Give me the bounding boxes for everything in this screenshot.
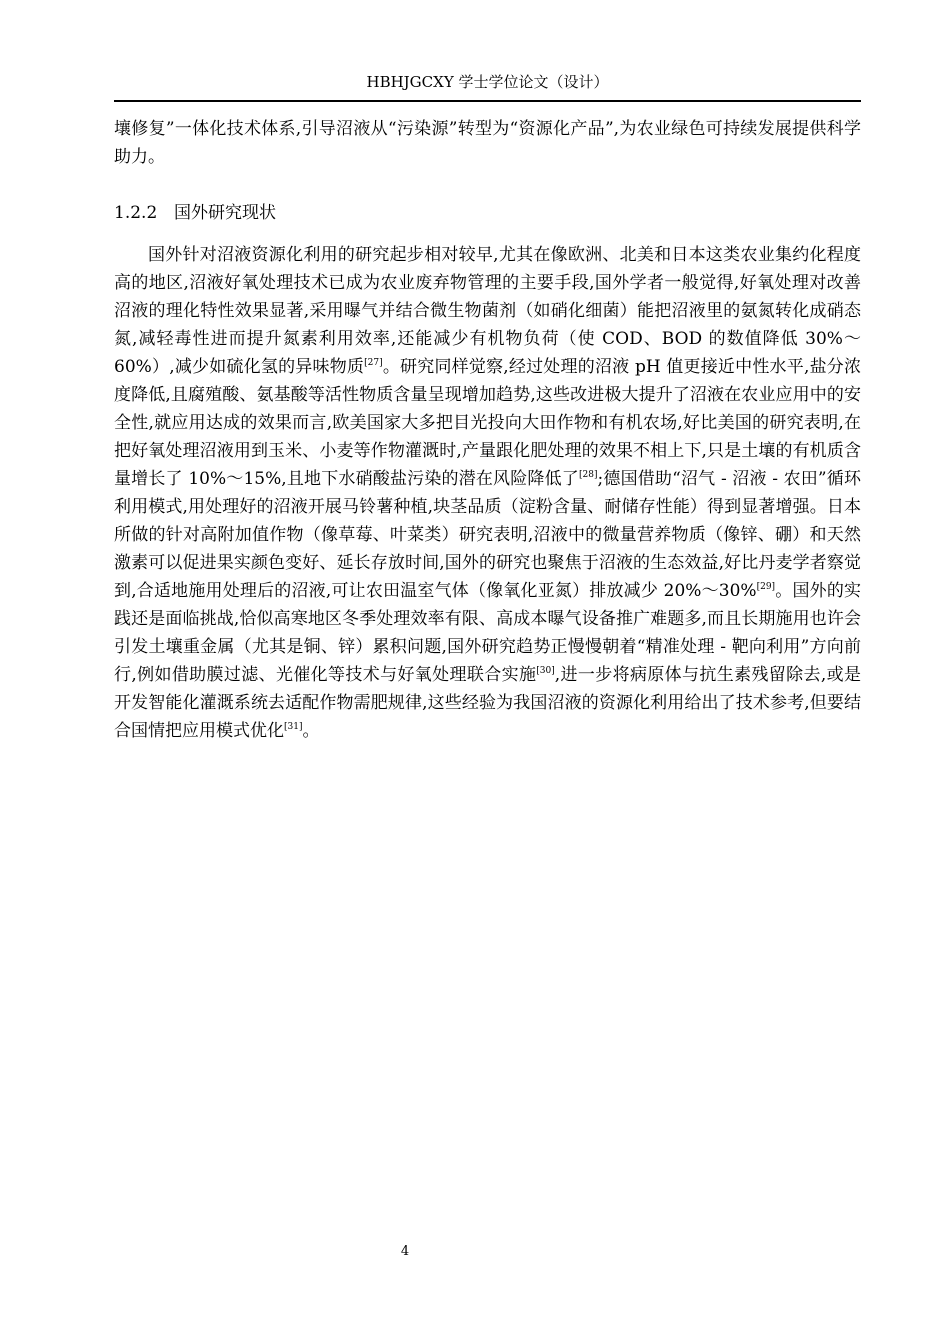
section-number: 1.2.2 <box>114 203 158 223</box>
body-text-segment: 国外针对沼液资源化利用的研究起步相对较早,尤其在像欧洲、北美和日本这类农业集约化程度高的地区,沼液好氧处理技术已成为农业废弃物管理的主要手段,国外学者一般觉得,好氧处理对改善沼液的理化特性效果显著,采用曝气并结合微生物菌剂（如硝化细菌）能把沼液里的氨氮转化成硝态氮,减轻毒性进而提升氮素利用效率,还能减少有机物负荷（使 COD、BOD 的数值降低 30%～60%）,减少如硫化氢的异味物质 <box>114 245 861 377</box>
citation-31: [31] <box>284 722 303 732</box>
body-text-segment: ,进一步将病原体与抗生素残留除去,或是开发智能化灌溉系统去适配作物需肥规律,这些经验为我国沼液的资源化利用给出了技术参考,但要结合国情把应用模式优化 <box>114 665 861 741</box>
citation-28: [28] <box>578 470 598 480</box>
body-text-segment: ;德国借助“沼气 - 沼液 - 农田”循环利用模式,用处理好的沼液开展马铃薯种植,块茎品质（淀粉含量、耐储存性能）得到显著增强。日本所做的针对高附加值作物（像草莓、叶菜类）研究表明,沼液中的微量营养物质（像锌、硼）和天然激素可以促进果实颜色变好、延长存放时间,国外的研究也聚焦于沼液的生态效益,好比丹麦学者察觉到,合适地施用处理后的沼液,可让农田温室气体（像氧化亚氮）排放减少 20%～30% <box>114 469 861 601</box>
citation-29: [29] <box>756 582 776 592</box>
body-text-segment: 。国外的实践还是面临挑战,恰似高寒地区冬季处理效率有限、高成本曝气设备推广难题多,而且长期施用也许会引发土壤重金属（尤其是铜、锌）累积问题,国外研究趋势正慢慢朝着“精准处理 - 靶向利用”方向前行,例如借助膜过滤、光催化等技术与好氧处理联合实施 <box>114 581 862 685</box>
page-header-title: HBHJGCXY 学士学位论文（设计） <box>366 73 609 91</box>
section-title: 国外研究现状 <box>174 203 276 223</box>
section-heading <box>114 198 276 228</box>
citation-30: [30] <box>536 666 555 676</box>
body-paragraph <box>114 241 861 745</box>
page-number: 4 <box>400 1244 410 1259</box>
header-rule <box>114 100 861 102</box>
citation-27: [27] <box>364 358 383 368</box>
continuation-paragraph: 壤修复”一体化技术体系,引导沼液从“污染源”转型为“资源化产品”,为农业绿色可持续发展提供科学助力。 <box>114 119 861 167</box>
body-text-segment: 。研究同样觉察,经过处理的沼液 pH 值更接近中性水平,盐分浓度降低,且腐殖酸、氨基酸等活性物质含量呈现增加趋势,这些改进极大提升了沼液在农业应用中的安全性,就应用达成的效果而言,欧美国家大多把目光投向大田作物和有机农场,好比美国的研究表明,在把好氧处理沼液用到玉米、小麦等作物灌溉时,产量跟化肥处理的效果不相上下,只是土壤的有机质含量增长了 10%～15%,且地下水硝酸盐污染的潜在风险降低了 <box>114 357 861 489</box>
body-text-segment: 。 <box>302 721 320 741</box>
